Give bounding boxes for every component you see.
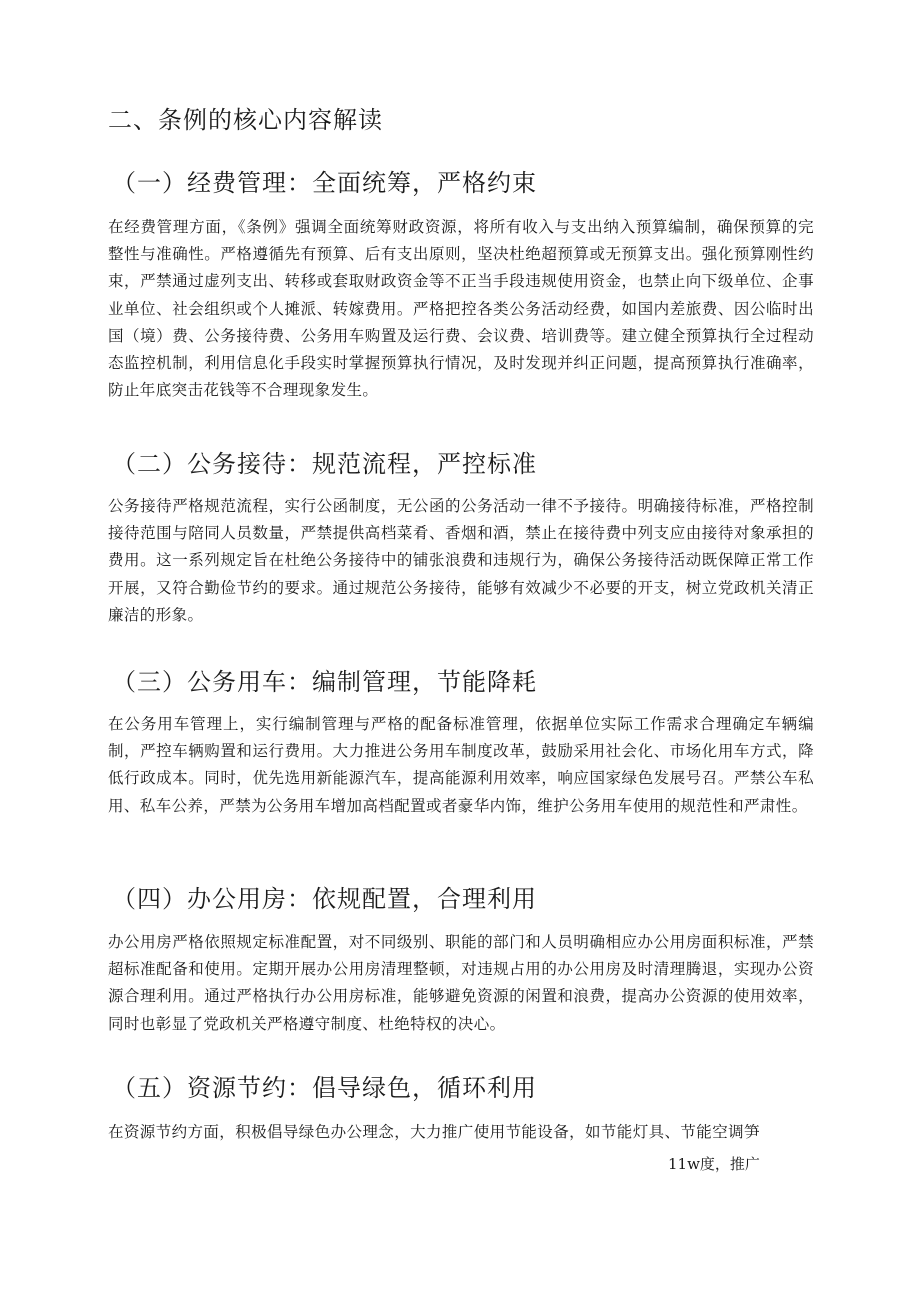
section-body-funding: 在经费管理方面，《条例》强调全面统筹财政资源，将所有收入与支出纳入预算编制，确保预算的完整性与准确性。严格遵循先有预算、后有支出原则，坚决杜绝超预算或无预算支出。强化预算刚性约束，严禁通过虚列支出、转移或套取财政资金等不正当手段违规使用资金，也禁止向下级单位、企事业单位、社会组织或个人摊派、转嫁费用。严格把控各类公务活动经费，如国内差旅费、因公临时出国（境）费、公务接待费、公务用车购置及运行费、会议费、培训费等。建立健全预算执行全过程动态监控机制，利用信息化手段实时掌握预算执行情况，及时发现并纠正问题，提高预算执行准确率，防止年底突击花钱等不合理现象发生。 bbox=[108, 218, 814, 400]
trailing-text-fragment: 11w度，推广 bbox=[668, 1155, 760, 1173]
section-heading-resources: （五）资源节约：倡导绿色，循环利用 bbox=[112, 1074, 537, 1102]
section-body-resources: 在资源节约方面，积极倡导绿色办公理念，大力推广使用节能设备，如节能灯具、节能空调笋 bbox=[108, 1123, 760, 1141]
section-heading-funding: （一）经费管理：全面统筹，严格约束 bbox=[112, 169, 537, 197]
section-heading-reception: （二）公务接待：规范流程，严控标准 bbox=[112, 450, 537, 478]
section-body-vehicles: 在公务用车管理上，实行编制管理与严格的配备标准管理，依据单位实际工作需求合理确定车辆编制，严控车辆购置和运行费用。大力推进公务用车制度改革，鼓励采用社会化、市场化用车方式，降低行政成本。同时，优先选用新能源汽车，提高能源利用效率，响应国家绿色发展号召。严禁公车私用、私车公养，严禁为公务用车增加高档配置或者豪华内饰，维护公务用车使用的规范性和严肃性。 bbox=[108, 715, 814, 815]
section-heading-vehicles: （三）公务用车：编制管理，节能降耗 bbox=[112, 668, 537, 696]
section-body-office-space: 办公用房严格依照规定标准配置，对不同级别、职能的部门和人员明确相应办公用房面积标准，严禁超标准配备和使用。定期开展办公用房清理整顿，对违规占用的办公用房及时清理腾退，实现办公资源合理利用。通过严格执行办公用房标准，能够避免资源的闲置和浪费，提高办公资源的使用效率，同时也彰显了党政机关严格遵守制度、杜绝特权的决心。 bbox=[108, 933, 814, 1033]
section-body-reception: 公务接待严格规范流程，实行公函制度，无公函的公务活动一律不予接待。明确接待标准，严格控制接待范围与陪同人员数量，严禁提供高档菜肴、香烟和酒，禁止在接待费中列支应由接待对象承担的费用。这一系列规定旨在杜绝公务接待中的铺张浪费和违规行为，确保公务接待活动既保障正常工作开展，又符合勤俭节约的要求。通过规范公务接待，能够有效减少不必要的开支，树立党政机关清正廉洁的形象。 bbox=[108, 497, 814, 624]
section-heading-office-space: （四）办公用房：依规配置，合理利用 bbox=[112, 885, 537, 913]
page-title: 二、条例的核心内容解读 bbox=[108, 106, 383, 134]
